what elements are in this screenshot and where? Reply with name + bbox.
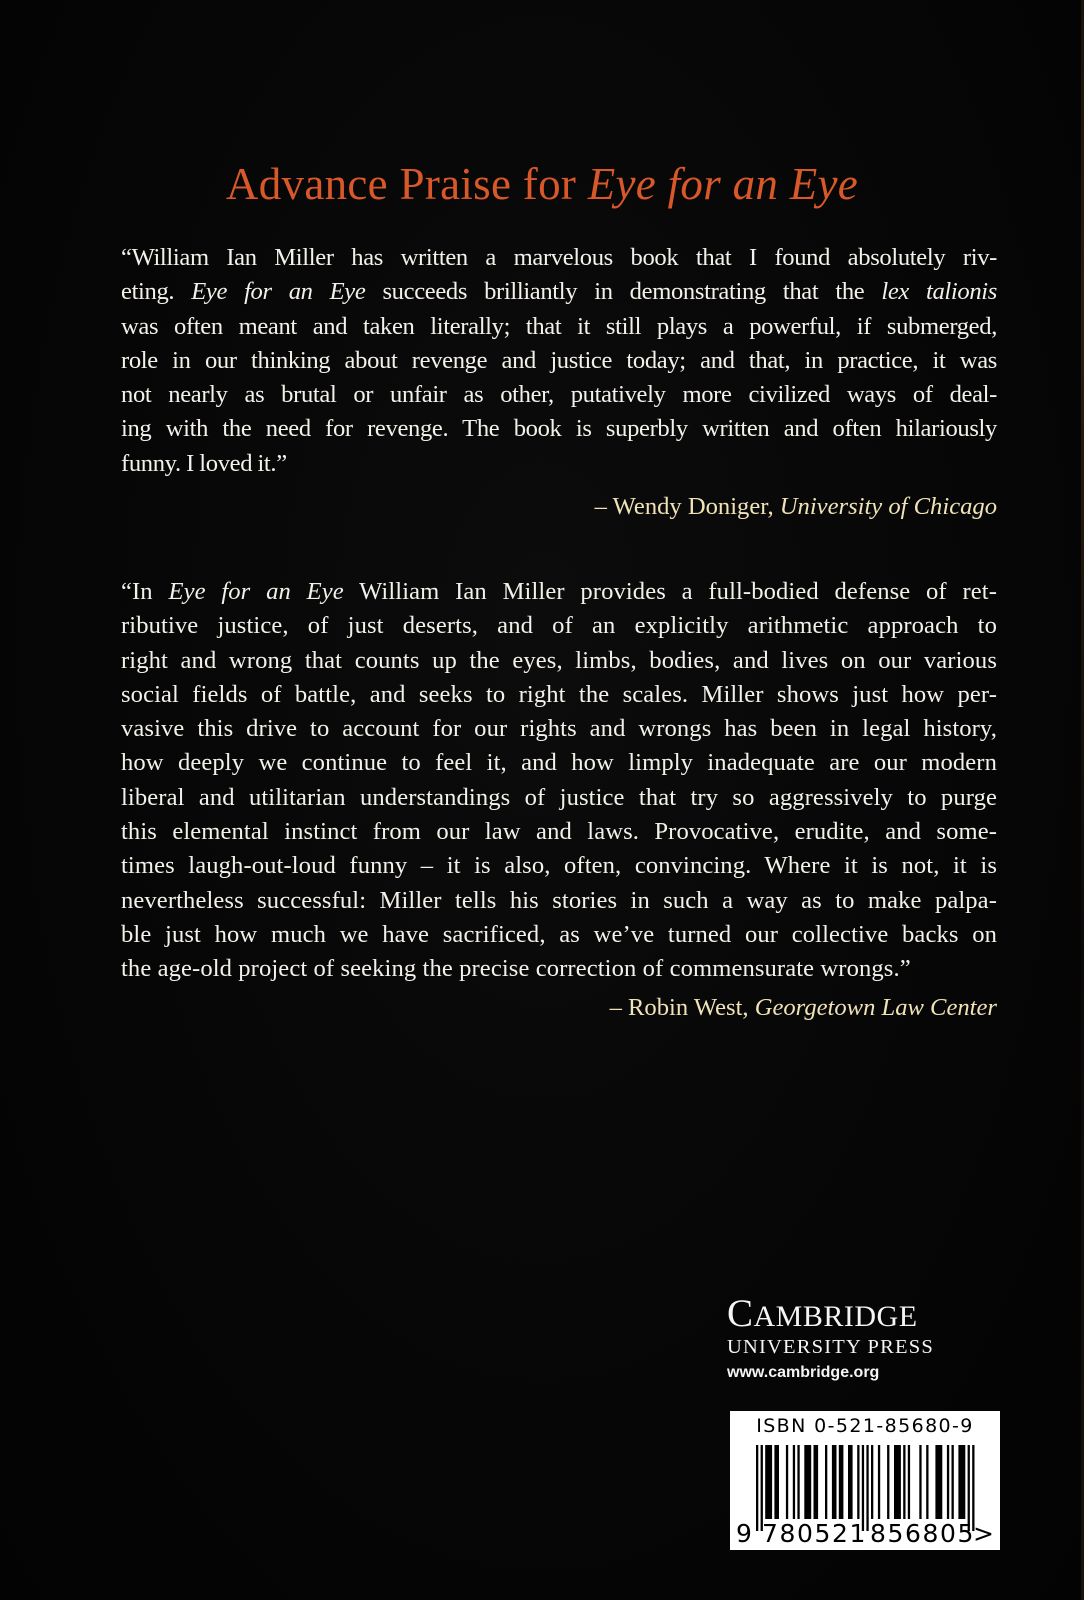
quote-text: role in our thinking about revenge and justice today; and that, in practice, it was xyxy=(121,346,997,374)
quote-line xyxy=(121,918,997,952)
praise-heading xyxy=(0,156,1084,212)
quote-text: liberal and utilitarian understandings of justice that try so aggressively to purge xyxy=(121,783,997,811)
quote-text: “William Ian Miller has written a marvelous book that I found absolutely riv- xyxy=(121,244,997,271)
quote-line xyxy=(121,378,997,412)
quote-text: eting. xyxy=(121,278,192,306)
quote-line xyxy=(121,447,997,481)
publisher-name-rest: AMBRIDGE xyxy=(753,1300,918,1333)
quote-line xyxy=(121,884,997,918)
quote-text: the age-old project of seeking the precise correction of commensurate wrongs.” xyxy=(121,955,911,983)
barcode-bar xyxy=(793,1445,795,1519)
barcode-bar xyxy=(878,1445,880,1519)
quote-text: William Ian Miller provides a full-bodied defense of ret- xyxy=(343,578,997,605)
quote-text: nevertheless successful: Miller tells his stories in such a way as to make palpa- xyxy=(121,886,997,914)
quote-text: ributive justice, of just deserts, and of an explicitly arithmetic approach to xyxy=(121,612,997,640)
quote-text: this elemental instinct from our law and laws. Provocative, erudite, and some- xyxy=(121,818,997,846)
quote-text: not nearly as brutal or unfair as other, putatively more civilized ways of deal- xyxy=(121,381,997,409)
ean-digits xyxy=(730,1518,1000,1550)
publisher-subtitle: UNIVERSITY PRESS xyxy=(727,1336,934,1358)
quote-text: how deeply we continue to feel it, and how limply inadequate are our modern xyxy=(121,749,997,777)
quote-line xyxy=(121,241,997,275)
quote-text: funny. I loved it.” xyxy=(121,449,287,477)
barcode-bar xyxy=(958,1445,965,1519)
quote-line xyxy=(121,746,997,780)
barcode-bar xyxy=(804,1445,811,1519)
barcode-bar xyxy=(952,1445,954,1519)
ean-first-digit: 9 xyxy=(736,1519,752,1548)
quote-line xyxy=(121,849,997,883)
barcode-bar xyxy=(887,1445,889,1519)
barcode-bar xyxy=(947,1445,949,1519)
barcode-bar xyxy=(832,1445,837,1519)
barcode-bar xyxy=(908,1445,910,1519)
ean-right-group: 856805 xyxy=(870,1519,976,1548)
quote-line xyxy=(121,275,997,309)
praise-quote-2 xyxy=(121,575,997,987)
praise-heading-prefix: Advance Praise for xyxy=(225,159,588,209)
publisher-name-initial: C xyxy=(727,1292,754,1335)
quote-text: was often meant and taken literally; that it still plays a powerful, if submerged, xyxy=(121,312,997,340)
quote-text: social fields of battle, and seeks to right the scales. Miller shows just how per- xyxy=(121,680,997,708)
quote-line xyxy=(121,310,997,344)
barcode-bar xyxy=(926,1445,928,1519)
quote-text: “In xyxy=(121,578,169,605)
quote-line xyxy=(121,952,997,986)
quote-1-author: – Wendy Doniger, xyxy=(594,493,780,520)
barcode-bar xyxy=(871,1445,873,1519)
ean-quiet-zone-arrow: > xyxy=(973,1519,994,1548)
quote-line xyxy=(121,644,997,678)
quote-italic-text: Eye for an Eye xyxy=(191,278,366,306)
quote-line xyxy=(121,712,997,746)
barcode-bar xyxy=(839,1445,844,1519)
praise-quote-1 xyxy=(121,241,997,481)
quote-2-author: – Robin West, xyxy=(609,994,755,1021)
barcode-bar xyxy=(935,1445,942,1519)
barcode-bar xyxy=(894,1445,901,1519)
quote-text: ing with the need for revenge. The book is superbly written and often hilariously xyxy=(121,415,997,443)
barcode-bar xyxy=(786,1445,788,1519)
quote-line xyxy=(121,609,997,643)
barcode-bar xyxy=(814,1445,819,1519)
quote-1-attribution xyxy=(595,490,997,524)
quote-line xyxy=(121,344,997,378)
barcode-bar xyxy=(797,1445,799,1519)
quote-line xyxy=(121,575,997,609)
quote-line xyxy=(121,781,997,815)
barcode-bar xyxy=(765,1445,772,1519)
barcode-bar xyxy=(848,1445,853,1519)
quote-line xyxy=(121,678,997,712)
publisher-name xyxy=(727,1292,1002,1335)
quote-text: ble just how much we have sacrificed, as we’ve turned our collective backs on xyxy=(121,920,997,948)
quote-italic-text: lex talionis xyxy=(881,278,997,306)
quote-text: vasive this drive to account for our rights and wrongs has been in legal history, xyxy=(121,715,997,743)
barcode-bar xyxy=(857,1445,859,1519)
praise-heading-book-title: Eye for an Eye xyxy=(587,159,859,209)
quote-italic-text: Eye for an Eye xyxy=(168,578,344,605)
isbn-label: ISBN 0-521-85680-9 xyxy=(756,1415,974,1437)
publisher-url: www.cambridge.org xyxy=(727,1364,880,1381)
quote-2-affiliation: Georgetown Law Center xyxy=(754,994,997,1021)
barcode-bar xyxy=(825,1445,827,1519)
quote-text: times laugh-out-loud funny – it is also, often, convincing. Where it is not, it is xyxy=(121,852,997,880)
publisher-logo xyxy=(727,1292,1002,1386)
barcode-bar xyxy=(919,1445,921,1519)
quote-text: right and wrong that counts up the eyes, limbs, bodies, and lives on our various xyxy=(121,646,997,674)
quote-text: succeeds brilliantly in demonstrating that the xyxy=(365,278,882,306)
barcode-bar xyxy=(774,1445,779,1519)
quote-line xyxy=(121,412,997,446)
quote-line xyxy=(121,815,997,849)
ean-left-group: 780521 xyxy=(762,1519,868,1548)
quote-1-affiliation: University of Chicago xyxy=(779,493,997,520)
quote-2-attribution xyxy=(610,991,997,1025)
barcode-bar xyxy=(903,1445,905,1519)
isbn-barcode-box xyxy=(730,1411,1000,1550)
